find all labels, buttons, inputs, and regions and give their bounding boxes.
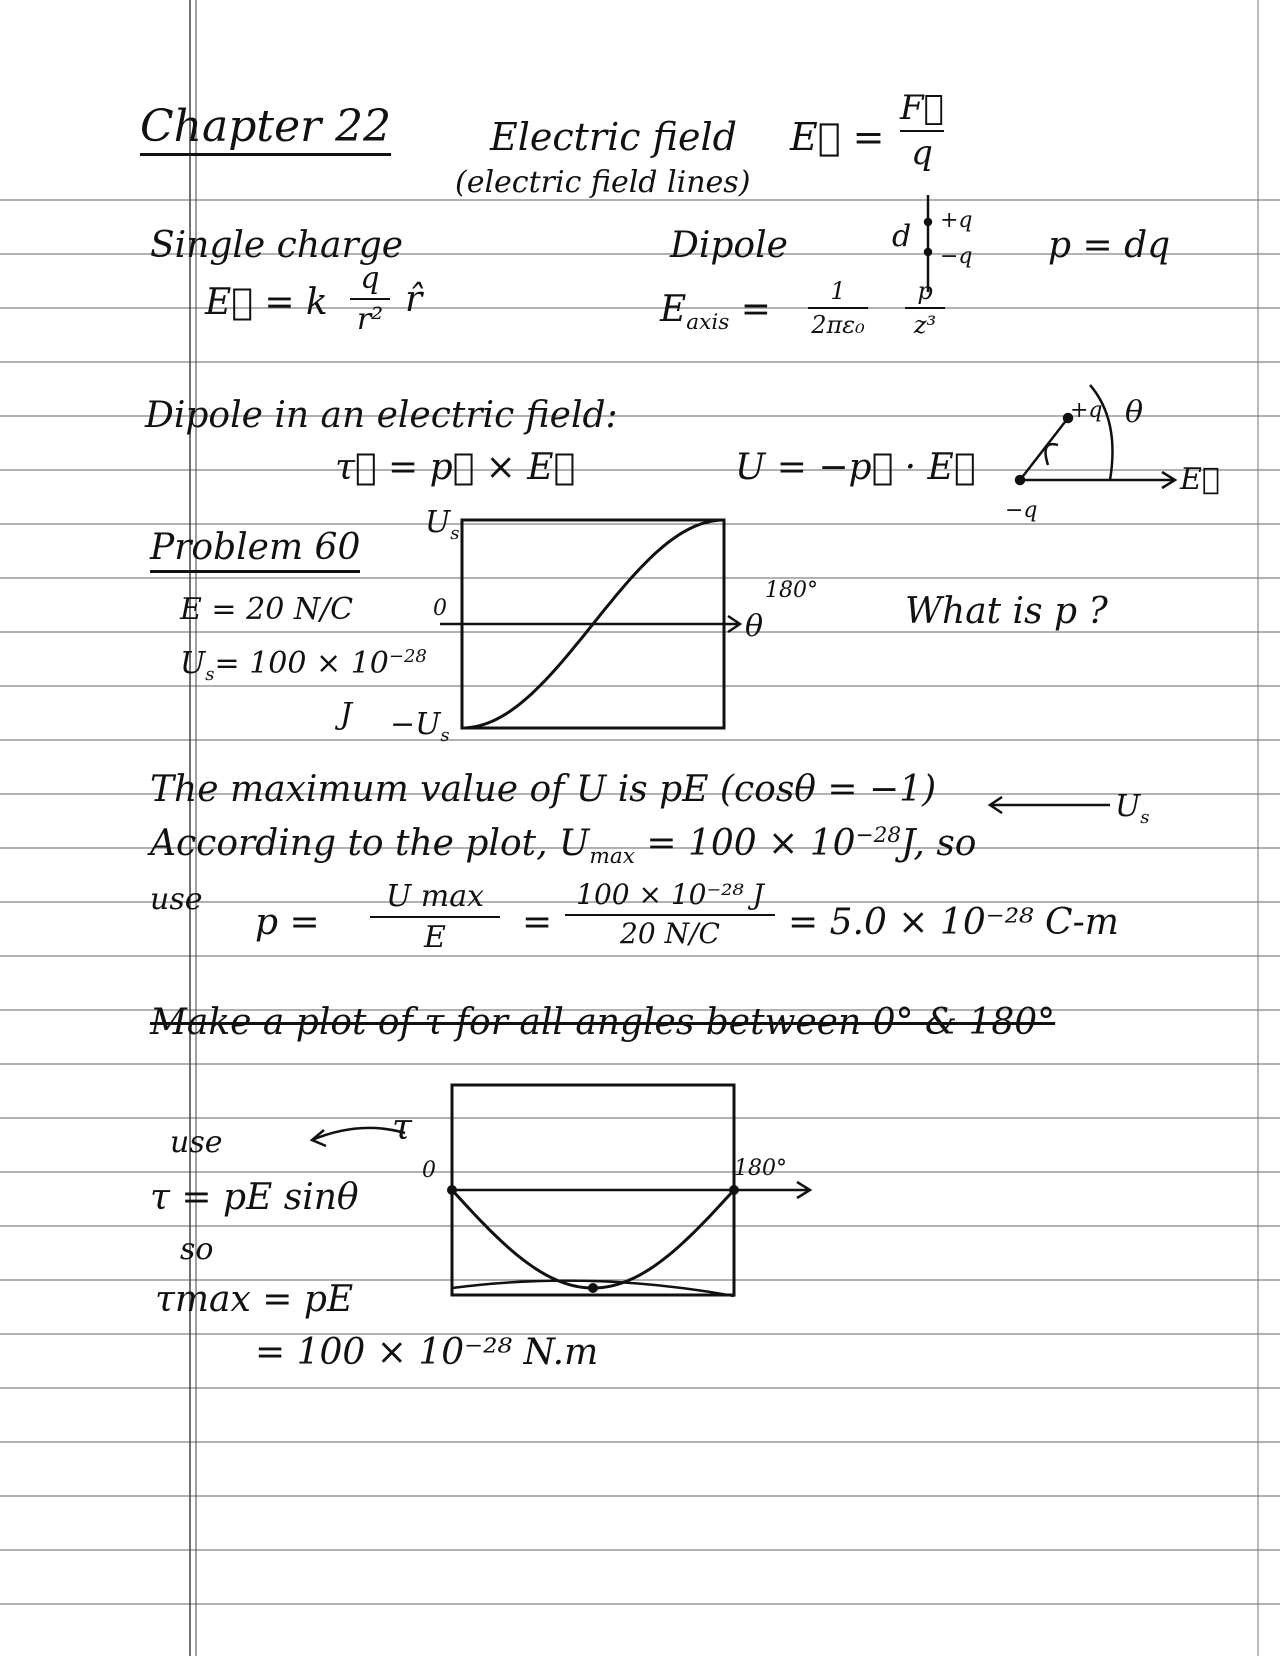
axis-field-fraction-2: p z³ [905,278,945,339]
torque-plot-instruction: Make a plot of τ for all angles between 0° & 180° [150,1002,1056,1043]
subtitle: (electric field lines) [455,165,751,200]
torque-formula-sin: τ = pE sinθ [150,1177,359,1218]
energy-formula: U = −p⃗ · E⃗ [735,447,976,488]
dipole-label: Dipole [670,225,788,266]
axis-field-fraction-1: 1 2πε₀ [808,278,868,339]
chapter-title: Chapter 22 [140,105,391,156]
plot-label-zero: 0 [433,596,447,621]
diagram-theta: θ [1125,395,1144,430]
equals-2: = [522,902,553,943]
plot-point-min [588,1283,598,1293]
given-us-unit: J [340,697,353,732]
given-field: E = 20 N/C [180,592,354,627]
torque-plot [312,1085,810,1296]
coulomb-formula-prefix: E⃗ = k [205,282,328,323]
plot-label-180: 180° [765,578,818,603]
torque-plot-zero: 0 [422,1158,436,1183]
tau-max: τmax = pE [155,1279,354,1320]
dipole-moment-result: = 5.0 × 10⁻²⁸ C-m [788,902,1119,943]
topic-title: Electric field [490,115,737,159]
plot-point-180 [729,1185,739,1195]
diagram-plus-charge: +q [1070,398,1103,423]
solution-use: use [150,882,203,917]
plot-label-us: $U_s$ [425,505,460,544]
plot-label-minus-us: $-U_s$ [390,707,450,746]
problem-60-label: Problem 60 [150,530,360,573]
torque-plot-180: 180° [734,1156,787,1181]
fraction-numeric: 100 × 10⁻²⁸ J 20 N/C [565,880,775,950]
dipole-in-field-label: Dipole in an electric field: [145,395,618,436]
field-def-lhs: E⃗ = [790,115,885,159]
torque-use: use [170,1125,223,1160]
field-def-fraction: F⃗ q [900,88,944,174]
torque-formula: τ⃗ = p⃗ × E⃗ [335,447,576,488]
given-us: $U_s= 100 \times 10^{-28}$ [180,646,427,685]
diagram-field-vector: E⃗ [1180,462,1220,497]
single-charge-label: Single charge [150,225,404,266]
potential-energy-plot [440,520,740,728]
solution-us-note: $U_s$ [1115,789,1150,828]
fraction-umax-over-e: U max E [370,880,500,954]
coulomb-fraction: q r² [350,262,390,336]
dipole-moment: p = dq [1048,225,1171,266]
question: What is p ? [905,591,1108,632]
diagram-minus-charge: −q [1005,498,1038,523]
tau-arrow-label: τ [392,1107,412,1148]
dipole-plus: +q [940,208,973,233]
unit-vector: r̂ [405,279,423,320]
p-equals: p = [255,902,320,943]
axis-field-lhs: $E_{axis}$ = [660,289,771,336]
plot-axis-theta: θ [745,609,764,644]
dipole-d: d [892,219,912,254]
tau-theta-curve [452,1190,734,1288]
dipole-minus: −q [940,244,973,269]
tau-max-value: = 100 × 10⁻²⁸ N.m [255,1332,599,1373]
solution-line-1: The maximum value of U is pE (cosθ = −1) [150,769,937,810]
solution-line-2: According to the plot, $U_{max} = 100 \times 10^{-28}J$, so [150,823,977,870]
torque-so: so [180,1232,214,1267]
plot-point-zero [447,1185,457,1195]
